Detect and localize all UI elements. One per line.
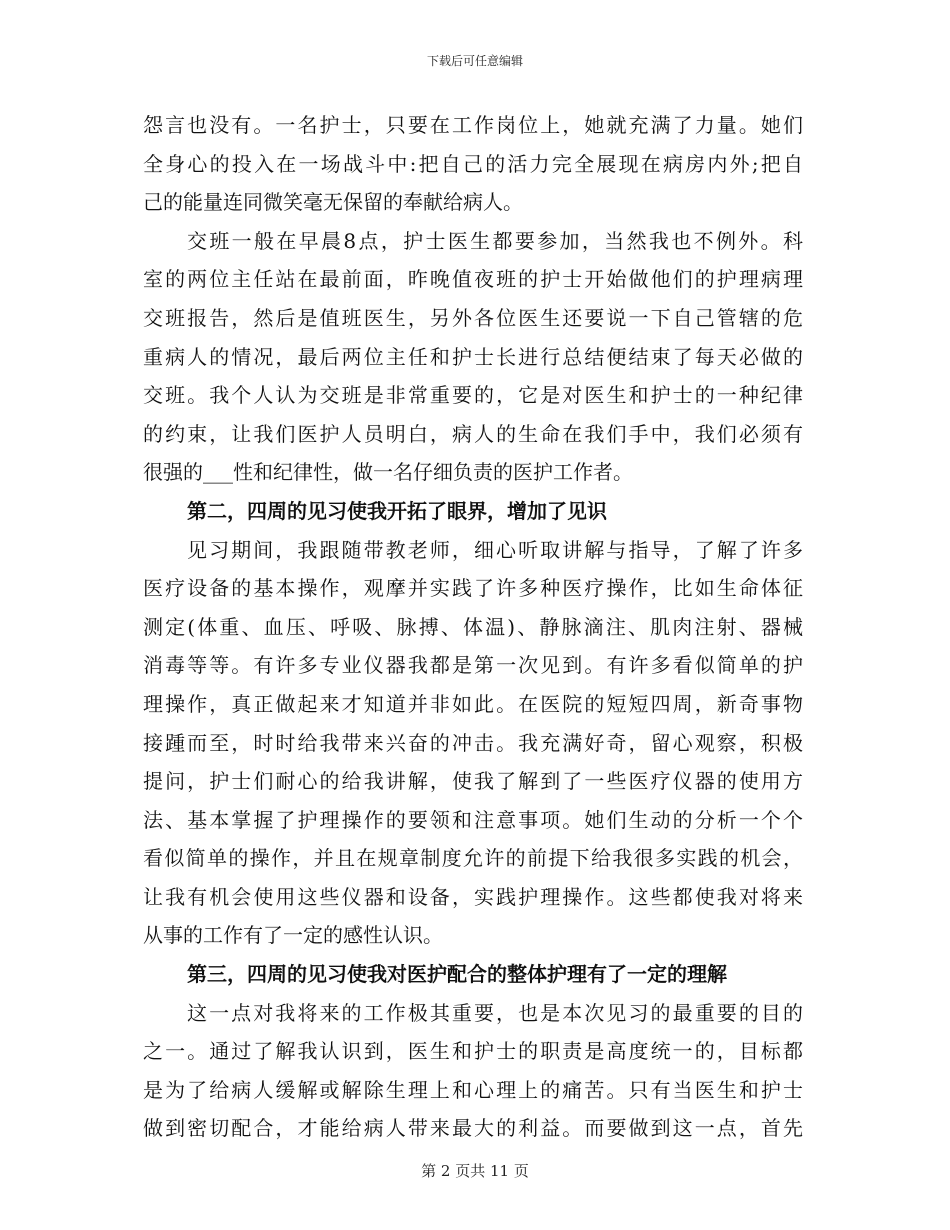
body-text-line: 室的两位主任站在最前面，昨晚值夜班的护士开始做他们的护理病理	[143, 267, 803, 292]
body-text-line: 之一。通过了解我认识到，医生和护士的职责是高度统一的，目标都	[143, 1039, 803, 1064]
body-text-line: 从事的工作有了一定的感性认识。	[143, 923, 443, 948]
body-text-line: 交班一般在早晨8点，护士医生都要参加，当然我也不例外。科	[187, 228, 803, 253]
body-text-line: 见习期间，我跟随带教老师，细心听取讲解与指导，了解了许多	[187, 537, 803, 562]
body-text-line: 看似简单的操作，并且在规章制度允许的前提下给我很多实践的机会，	[143, 846, 803, 871]
body-text-line: 怨言也没有。一名护士，只要在工作岗位上，她就充满了力量。她们	[143, 113, 803, 137]
body-text-line: 这一点对我将来的工作极其重要，也是本次见习的最重要的目的	[187, 1000, 803, 1025]
body-text-line: 做到密切配合，才能给病人带来最大的利益。而要做到这一点，首先	[143, 1116, 803, 1141]
body-text-line: 接踵而至，时时给我带来兴奋的冲击。我充满好奇，留心观察，积极	[143, 730, 803, 755]
body-text-line: 法、基本掌握了护理操作的要领和注意事项。她们生动的分析一个个	[143, 807, 803, 832]
body-text-line: 测定(体重、血压、呼吸、脉搏、体温)、静脉滴注、肌肉注射、器械	[143, 614, 803, 639]
body-text-line: 让我有机会使用这些仪器和设备，实践护理操作。这些都使我对将来	[143, 884, 803, 909]
page-header: 下载后可任意编辑	[426, 54, 523, 68]
body-text-line: 消毒等等。有许多专业仪器我都是第一次见到。有许多看似简单的护	[143, 653, 803, 678]
body-text-line: 医疗设备的基本操作，观摩并实践了许多种医疗操作，比如生命体征	[143, 576, 803, 601]
section-heading: 第三，四周的见习使我对医护配合的整体护理有了一定的理解	[187, 962, 727, 987]
body-text-line: 很强的___性和纪律性，做一名仔细负责的医护工作者。	[143, 460, 633, 485]
body-text-line: 的约束，让我们医护人员明白，病人的生命在我们手中，我们必须有	[143, 421, 803, 446]
body-text-line: 重病人的情况，最后两位主任和护士长进行总结便结束了每天必做的	[143, 344, 803, 369]
body-text-line: 提问，护士们耐心的给我讲解，使我了解到了一些医疗仪器的使用方	[143, 769, 803, 794]
body-text-line: 全身心的投入在一场战斗中:把自己的活力完全展现在病房内外;把自	[143, 151, 803, 176]
body-text-line: 交班。我个人认为交班是非常重要的，它是对医生和护士的一种纪律	[143, 383, 803, 408]
body-text-line: 交班报告，然后是值班医生，另外各位医生还要说一下自己管辖的危	[143, 305, 803, 330]
body-text-line: 理操作，真正做起来才知道并非如此。在医院的短短四周，新奇事物	[143, 691, 803, 716]
body-text-line: 是为了给病人缓解或解除生理上和心理上的痛苦。只有当医生和护士	[143, 1077, 803, 1102]
section-heading: 第二，四周的见习使我开拓了眼界，增加了见识	[187, 498, 607, 523]
body-text-line: 己的能量连同微笑毫无保留的奉献给病人。	[143, 190, 523, 215]
page-footer: 第 2 页共 11 页	[421, 1162, 529, 1180]
document-body	[143, 106, 803, 1148]
